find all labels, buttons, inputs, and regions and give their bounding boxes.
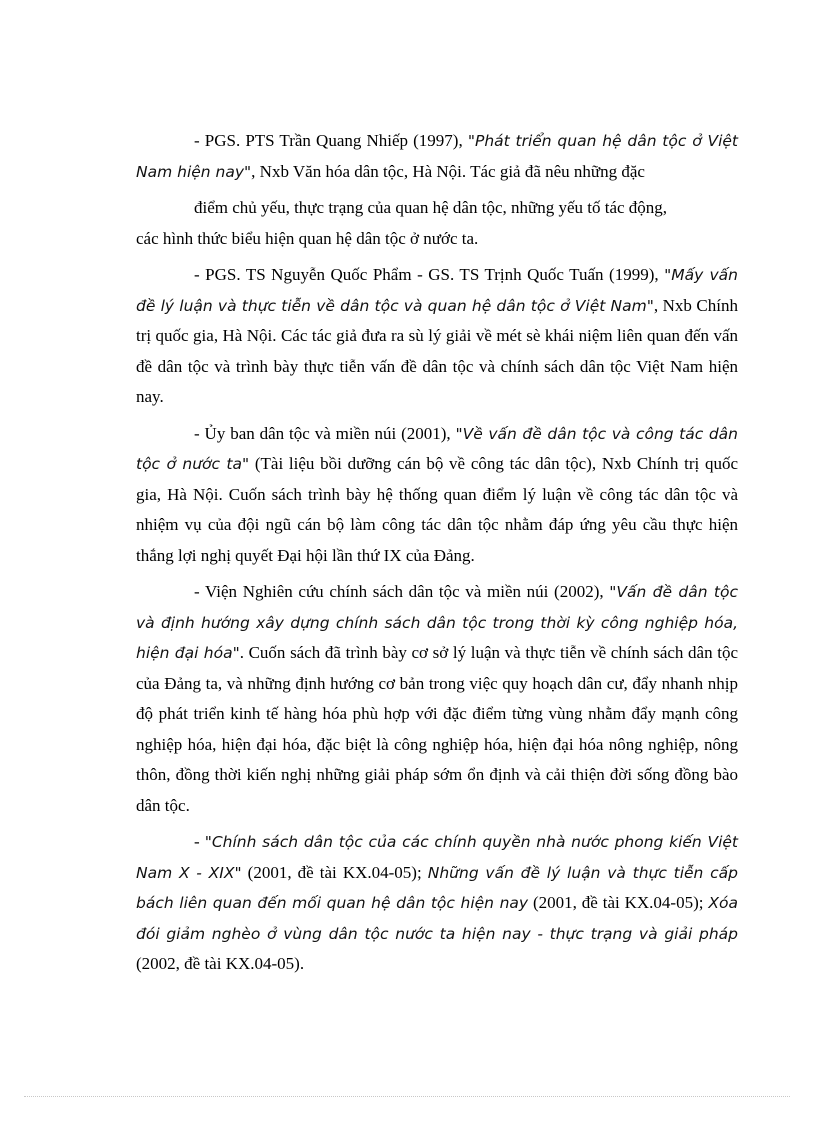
reference-paragraph-1-continued bbox=[136, 193, 738, 254]
text-run: - PGS. PTS Trần Quang Nhiếp (1997), bbox=[194, 131, 468, 150]
reference-paragraph-4 bbox=[136, 577, 738, 821]
text-run: (Tài liệu bồi dưỡng cán bộ về công tác dân tộc), Nxb Chính trị quốc gia, Hà Nội. Cuốn sách trình bày hệ thống quan điểm lý luận về công tác dân tộc và nhiệm vụ của đội ngũ cán bộ làm công tác dân tộc nhằm đáp ứng yêu cầu thực hiện thắng lợi nghị quyết Đại hội lần thứ IX của Đảng. bbox=[136, 454, 738, 565]
reference-title: "Chính sách dân tộc của các chính quyền nhà nước phong kiến Việt Nam X - XIX" bbox=[136, 833, 738, 882]
text-run: điểm chủ yếu, thực trạng của quan hệ dân tộc, những yếu tố tác động, bbox=[194, 198, 668, 217]
reference-title: Những vấn đề lý luận và thực tiễn cấp bách liên quan đến mối quan hệ dân tộc hiện nay bbox=[136, 863, 738, 912]
text-run: (2001, đề tài KX.04-05); bbox=[241, 862, 428, 882]
text-run: , Nxb Văn hóa dân tộc, Hà Nội. Tác giả đã nêu những đặc bbox=[251, 161, 645, 181]
reference-paragraph-5 bbox=[136, 827, 738, 980]
reference-title: "Phát triển quan hệ dân tộc ở Việt Nam hiện nay" bbox=[136, 132, 738, 181]
reference-title: Xóa đói giảm nghèo ở vùng dân tộc nước ta hiện nay - thực trạng và giải pháp bbox=[136, 894, 738, 943]
text-run: các hình thức biểu hiện quan hệ dân tộc ở nước ta. bbox=[136, 228, 479, 248]
text-run: - Ủy ban dân tộc và miền núi (2001), bbox=[194, 423, 456, 443]
reference-paragraph-3 bbox=[136, 419, 738, 572]
text-run: - PGS. TS Nguyễn Quốc Phẩm - GS. TS Trịnh Quốc Tuấn (1999), bbox=[194, 265, 665, 284]
text-run: - Viện Nghiên cứu chính sách dân tộc và miền núi (2002), bbox=[194, 582, 610, 601]
text-run: (2001, đề tài KX.04-05); bbox=[528, 893, 709, 912]
text-run: (2002, đề tài KX.04-05). bbox=[136, 954, 305, 973]
reference-paragraph-2 bbox=[136, 260, 738, 413]
reference-title: "Về vấn đề dân tộc và công tác dân tộc ở nước ta" bbox=[136, 424, 738, 473]
page-bottom-rule bbox=[24, 1096, 790, 1097]
document-body bbox=[136, 126, 738, 986]
reference-title: "Vấn đề dân tộc và định hướng xây dựng chính sách dân tộc trong thời kỳ công nghiệp hóa, hiện đại hóa" bbox=[136, 583, 738, 662]
reference-paragraph-1 bbox=[136, 126, 738, 187]
text-run: - bbox=[194, 832, 205, 851]
text-run: . Cuốn sách đã trình bày cơ sở lý luận và thực tiễn về chính sách dân tộc của Đảng ta, và những định hướng cơ bản trong việc quy hoạch dân cư, đẩy nhanh nhịp độ phát triển kinh tế hàng hóa phù hợp với đặc điểm từng vùng nhằm đẩy mạnh công nghiệp hóa, hiện đại hóa, đặc biệt là công nghiệp hóa, hiện đại hóa nông nghiệp, nông thôn, đồng thời kiến nghị những giải pháp sớm ổn định và cải thiện đời sống đồng bào dân tộc. bbox=[136, 643, 738, 815]
text-run: , Nxb Chính trị quốc gia, Hà Nội. Các tác giả đưa ra sù lý giải về mét sè khái niệm liên quan đến vấn đề dân tộc và trình bày thực tiễn vấn đề dân tộc và chính sách dân tộc Việt Nam hiện nay. bbox=[136, 295, 738, 406]
reference-title: "Mấy vấn đề lý luận và thực tiễn về dân tộc và quan hệ dân tộc ở Việt Nam" bbox=[136, 266, 738, 315]
